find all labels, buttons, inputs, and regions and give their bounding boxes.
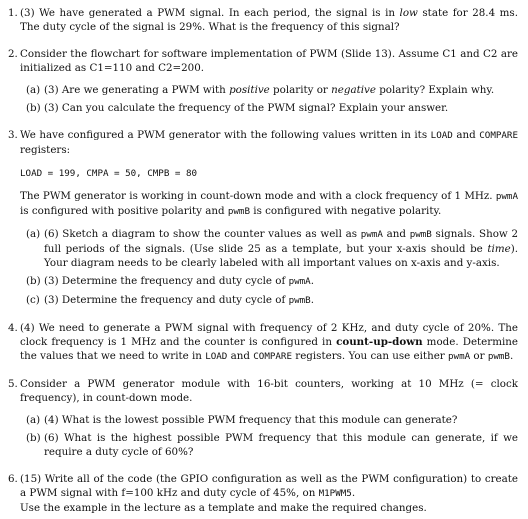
register-values: LOAD = 199, CMPA = 50, CMPB = 80	[20, 168, 198, 179]
subquestion-3b	[20, 274, 518, 289]
question-2	[8, 47, 518, 115]
code-inline: pwmA	[495, 191, 518, 202]
text-run: is configured with positive polarity and	[20, 205, 228, 217]
emphasis: time	[487, 243, 511, 255]
subquestion-label: (b)	[26, 102, 41, 114]
text-run: registers. You can use either	[292, 350, 448, 362]
code-inline: LOAD	[430, 130, 453, 141]
text-run: signals. Show 2 full periods of the signals. (Use slide 25 as a template, but your x-axis should be	[44, 228, 519, 255]
question-number: 2.	[8, 48, 18, 60]
subquestion-label: (a)	[26, 228, 41, 240]
text-run: (4) What is the lowest possible PWM frequency that this module can generate?	[44, 414, 458, 426]
question-text-2: Use the example in the lecture as a template and make the required changes.	[20, 502, 427, 514]
emphasis: positive	[229, 84, 270, 96]
text-run: We have configured a PWM generator with the following values written in its	[20, 129, 431, 141]
subquestion-label: (b)	[26, 275, 41, 287]
text-run: polarity or	[269, 84, 332, 96]
code-inline: pwmB	[409, 229, 432, 240]
text-run: state for 28.4 ms. The duty cycle of the signal is 29%. What is the frequency of this signal?	[20, 7, 518, 33]
subquestion-2b	[20, 101, 518, 115]
question-text	[20, 472, 518, 501]
emphasis: low	[399, 7, 418, 19]
question-4	[8, 321, 518, 364]
question-number: 1.	[8, 7, 18, 19]
emphasis: negative	[331, 84, 376, 96]
code-inline: COMPARE	[479, 130, 518, 141]
code-inline: pwmB	[487, 351, 510, 362]
text-run: .	[310, 294, 314, 306]
subquestion-5b	[20, 431, 518, 459]
text-run: (3) Are we generating a PWM with	[44, 84, 230, 96]
code-inline: LOAD	[205, 351, 228, 362]
question-text: Consider the flowchart for software implementation of PWM (Slide 13). Assume C1 and C2 are initialized as C1=110 and C2=200.	[20, 48, 518, 74]
text-run: .	[310, 275, 314, 287]
question-1	[8, 6, 518, 34]
text-run: polarity? Explain why.	[375, 84, 495, 96]
subquestion-5a	[20, 413, 518, 427]
text-run: is configured with negative polarity.	[250, 205, 442, 217]
text-run: and	[227, 350, 254, 362]
code-inline: M1PWM5	[318, 488, 352, 499]
question-6	[8, 472, 518, 515]
question-5	[8, 377, 518, 459]
subquestion-label: (a)	[26, 84, 41, 96]
text-run: (4) We need to generate a PWM signal with frequency of 2 KHz, and duty cycle of 20%. The clock frequency is 1 MHz and the counter is configured in	[20, 322, 518, 348]
question-number: 6.	[8, 473, 18, 485]
question-number: 3.	[8, 129, 18, 141]
subquestion-3a	[20, 227, 518, 270]
question-text	[20, 6, 518, 34]
question-text	[20, 321, 518, 364]
text-run: ). Your diagram needs to be clearly labeled with all important values on x-axis and y-axis.	[44, 243, 518, 269]
text-run: (3) Can you calculate the frequency of the PWM signal? Explain your answer.	[44, 102, 449, 114]
text-run: or	[470, 350, 488, 362]
question-3	[8, 128, 518, 308]
text-run: (3) We have generated a PWM signal. In each period, the signal is in	[20, 7, 400, 19]
text-run: .	[351, 487, 356, 499]
subquestion-list	[20, 83, 518, 115]
text-run: mode. Determine the values that we need to write in	[20, 336, 518, 362]
subquestion-list	[20, 227, 518, 308]
text-run: (3) Determine the frequency and duty cycle of	[44, 294, 289, 306]
question-text-2	[20, 189, 518, 219]
text-run: (6) What is the highest possible PWM frequency that this module can generate, if we require a duty cycle of 60%?	[44, 432, 518, 458]
question-number: 4.	[8, 322, 18, 334]
code-inline: pwmA	[448, 351, 471, 362]
code-inline: pwmB	[288, 295, 311, 306]
text-run: and	[452, 129, 480, 141]
subquestion-label: (c)	[26, 294, 40, 306]
code-inline: pwmB	[227, 206, 250, 217]
text-run: registers:	[20, 144, 71, 156]
subquestion-label: (b)	[26, 432, 41, 444]
subquestion-label: (a)	[26, 414, 41, 426]
code-inline: pwmA	[288, 276, 311, 287]
text-run: (3) Determine the frequency and duty cycle of	[44, 275, 289, 287]
code-inline: pwmA	[360, 229, 383, 240]
text-run: The PWM generator is working in count-down mode and with a clock frequency of 1 MHz.	[20, 190, 496, 202]
text-run: .	[509, 350, 514, 362]
question-text	[20, 128, 518, 157]
code-inline: COMPARE	[253, 351, 292, 362]
subquestion-2a	[20, 83, 518, 97]
text-run: (6) Sketch a diagram to show the counter values as well as	[44, 228, 361, 240]
question-number: 5.	[8, 378, 18, 390]
text-run: (15) Write all of the code (the GPIO configuration as well as the PWM configuration) to create a PWM signal with f=100 kHz and duty cycle of 45%, on	[20, 473, 518, 499]
subquestion-3c	[20, 293, 518, 308]
subquestion-list	[20, 413, 518, 459]
bold-term: count-up-down	[336, 336, 423, 348]
question-text: Consider a PWM generator module with 16-bit counters, working at 10 MHz (= clock frequency), in count-down mode.	[20, 378, 518, 404]
text-run: and	[382, 228, 410, 240]
